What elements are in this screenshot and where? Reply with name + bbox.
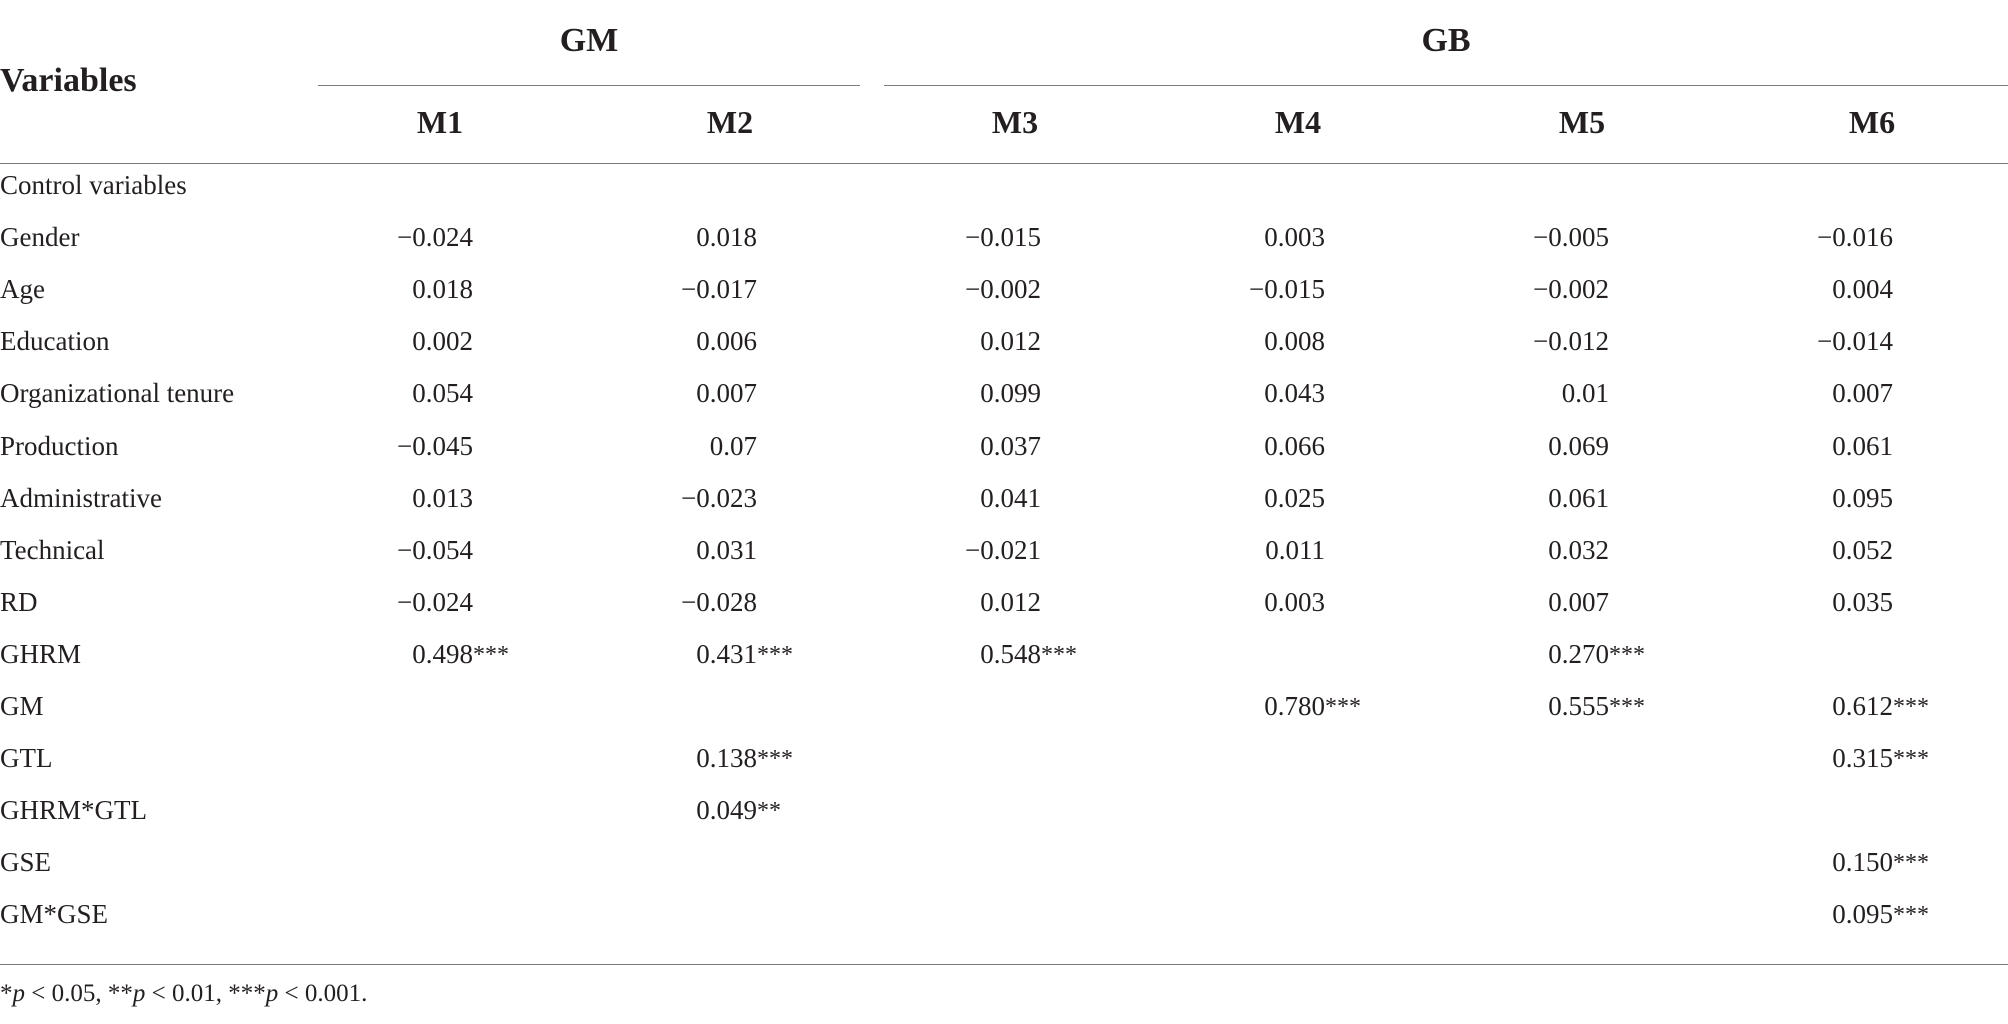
- footnote-threshold-2: < 0.01,: [145, 980, 229, 1007]
- table-cell: [412, 483, 473, 514]
- cell-value: 0.007: [696, 378, 757, 409]
- cell-value: −0.002: [965, 274, 1041, 305]
- cell-value: 0.095: [1832, 899, 1893, 930]
- table-cell: [1548, 535, 1609, 566]
- row-label: Organizational tenure: [0, 378, 235, 409]
- cell-value: 0.003: [1264, 222, 1325, 253]
- cell-value: 0.555: [1548, 691, 1609, 721]
- table-cell: [1264, 691, 1361, 722]
- cell-value: 0.150: [1832, 847, 1893, 878]
- table-cell: [1548, 587, 1609, 618]
- row-label: Control variables: [0, 170, 187, 200]
- cell-value: 0.002: [412, 326, 473, 357]
- cell-value: 0.003: [1264, 586, 1325, 617]
- table-cell: [696, 743, 793, 774]
- row-label: GSE: [0, 847, 52, 878]
- table-cell: [980, 326, 1041, 357]
- table-cell: [397, 222, 473, 253]
- significance-stars: **: [757, 798, 781, 825]
- table-cell: [696, 222, 757, 253]
- cell-value: −0.021: [965, 534, 1041, 565]
- row-label: GM*GSE: [0, 899, 109, 930]
- cell-value: 0.012: [980, 326, 1041, 357]
- table-cell: [1562, 378, 1609, 409]
- table-cell: [980, 378, 1041, 409]
- table-cell: [1249, 274, 1325, 305]
- table-cell: [1832, 274, 1893, 305]
- cell-value: −0.016: [1817, 222, 1893, 253]
- table-cell: [1832, 535, 1893, 566]
- significance-stars: ***: [757, 746, 793, 773]
- significance-stars: ***: [1325, 694, 1361, 720]
- cell-value: 0.007: [1832, 378, 1893, 409]
- table-cell: [1832, 847, 1929, 878]
- cell-value: 0.032: [1548, 534, 1609, 565]
- cell-value: 0.007: [1548, 586, 1609, 617]
- footnote-star-2: **: [107, 980, 133, 1007]
- model-header-m2: M2: [706, 104, 754, 140]
- cell-value: 0.061: [1832, 430, 1893, 461]
- row-label: Administrative: [0, 482, 162, 513]
- cell-value: −0.017: [681, 274, 757, 305]
- table-cell: [1832, 431, 1893, 462]
- cell-value: 0.054: [412, 378, 473, 409]
- row-label: GHRM*GTL: [0, 795, 147, 826]
- cell-value: 0.07: [709, 430, 757, 461]
- cell-value: −0.012: [1533, 326, 1609, 357]
- table-cell: [1533, 326, 1609, 357]
- cell-value: 0.004: [1832, 274, 1893, 305]
- significance-stars: ***: [1041, 641, 1077, 668]
- cell-value: 0.012: [980, 586, 1041, 617]
- cell-value: 0.780: [1264, 691, 1325, 721]
- cell-value: 0.013: [412, 482, 473, 513]
- model-header-m4: M4: [1274, 104, 1322, 140]
- table-cell: [1832, 899, 1929, 930]
- table-cell: [980, 431, 1041, 462]
- table-cell: [696, 535, 757, 566]
- cell-value: 0.006: [696, 326, 757, 357]
- group-rule-gm: [318, 85, 860, 86]
- cell-value: 0.035: [1832, 586, 1893, 617]
- table-cell: [681, 274, 757, 305]
- table-cell: [1264, 326, 1325, 357]
- significance-stars: ***: [1893, 850, 1929, 877]
- cell-value: 0.498: [412, 638, 473, 669]
- cell-value: −0.054: [397, 534, 473, 565]
- model-header-m5: M5: [1558, 104, 1606, 140]
- cell-value: 0.095: [1832, 482, 1893, 513]
- significance-stars: ***: [757, 641, 793, 668]
- cell-value: 0.548: [980, 638, 1041, 669]
- table-cell: [965, 222, 1041, 253]
- table-cell: [1264, 378, 1325, 409]
- table-cell: [1264, 431, 1325, 462]
- cell-value: −0.024: [397, 222, 473, 253]
- table-cell: [1548, 431, 1609, 462]
- table-cell: [1832, 691, 1929, 722]
- cell-value: 0.270: [1548, 638, 1609, 669]
- header-bottom-rule: [0, 163, 2008, 164]
- footnote-star-1: *: [0, 980, 13, 1007]
- cell-value: 0.011: [1265, 534, 1325, 565]
- table-cell: [1832, 483, 1893, 514]
- footnote-p-2: p: [132, 980, 146, 1007]
- row-label: GTL: [0, 743, 53, 774]
- table-cell: [397, 535, 473, 566]
- table-cell: [980, 639, 1077, 670]
- cell-value: −0.002: [1533, 274, 1609, 305]
- table-cell: [1817, 222, 1893, 253]
- table-cell: [412, 274, 473, 305]
- table-cell: [1832, 587, 1893, 618]
- cell-value: 0.018: [412, 274, 473, 305]
- table-cell: [980, 483, 1041, 514]
- table-cell: [412, 378, 473, 409]
- group-header-gm: GM: [559, 22, 619, 59]
- table-cell: [1548, 483, 1609, 514]
- row-label: Education: [0, 326, 110, 357]
- row-label: Age: [0, 274, 45, 305]
- significance-stars: ***: [473, 641, 509, 668]
- cell-value: 0.138: [696, 743, 757, 774]
- cell-value: −0.015: [965, 222, 1041, 253]
- cell-value: 0.099: [980, 378, 1041, 409]
- table-cell: [965, 535, 1041, 566]
- cell-value: −0.014: [1817, 326, 1893, 357]
- cell-value: 0.066: [1264, 430, 1325, 461]
- cell-value: −0.023: [681, 482, 757, 513]
- footnote-threshold-1: < 0.05,: [25, 980, 108, 1007]
- cell-value: 0.037: [980, 430, 1041, 461]
- footnote-threshold-3: < 0.001.: [278, 980, 368, 1007]
- significance-stars: ***: [1893, 694, 1929, 720]
- cell-value: 0.043: [1264, 378, 1325, 409]
- cell-value: 0.008: [1264, 326, 1325, 357]
- cell-value: 0.431: [696, 638, 757, 669]
- table-cell: [696, 378, 757, 409]
- cell-value: −0.045: [397, 430, 473, 461]
- cell-value: −0.005: [1533, 222, 1609, 253]
- table-cell: [696, 326, 757, 357]
- significance-stars: ***: [1609, 641, 1645, 668]
- table-cell: [1832, 378, 1893, 409]
- row-label: Gender: [0, 222, 80, 253]
- significance-stars: ***: [1609, 694, 1645, 720]
- table-bottom-rule: [0, 964, 2008, 965]
- footnote-p-3: p: [265, 980, 279, 1007]
- table-cell: [1817, 326, 1893, 357]
- table-cell: [412, 639, 509, 670]
- significance-stars: ***: [1893, 902, 1929, 929]
- cell-value: 0.031: [696, 534, 757, 565]
- table-cell: [710, 431, 757, 462]
- model-header-m3: M3: [991, 104, 1039, 140]
- table-cell: [397, 587, 473, 618]
- table-cell: [696, 639, 793, 670]
- table-cell: [696, 795, 781, 826]
- group-rule-gb: [884, 85, 2008, 86]
- model-header-m1: M1: [416, 104, 464, 140]
- table-cell: [1264, 587, 1325, 618]
- table-cell: [1832, 743, 1929, 774]
- table-cell: [1264, 483, 1325, 514]
- row-label: GHRM: [0, 638, 82, 669]
- model-header-m6: M6: [1848, 104, 1896, 140]
- table-cell: [1264, 222, 1325, 253]
- footnote-p-1: p: [12, 980, 25, 1007]
- table-cell: [1533, 222, 1609, 253]
- table-cell: [1548, 691, 1645, 722]
- cell-value: 0.315: [1832, 743, 1893, 774]
- table-cell: [1265, 535, 1325, 566]
- table-cell: [397, 431, 473, 462]
- cell-value: 0.061: [1548, 482, 1609, 513]
- row-label: Technical: [0, 534, 105, 565]
- table-cell: [681, 483, 757, 514]
- cell-value: 0.041: [980, 482, 1041, 513]
- cell-value: 0.025: [1264, 482, 1325, 513]
- row-label: Production: [0, 430, 119, 461]
- cell-value: 0.049: [696, 795, 757, 826]
- cell-value: 0.01: [1561, 378, 1609, 409]
- cell-value: 0.018: [696, 222, 757, 253]
- table-cell: [965, 274, 1041, 305]
- significance-stars: ***: [1893, 746, 1929, 773]
- cell-value: −0.024: [397, 586, 473, 617]
- table-cell: [412, 326, 473, 357]
- cell-value: 0.612: [1832, 691, 1893, 721]
- row-label: GM: [0, 691, 44, 721]
- cell-value: −0.015: [1249, 274, 1325, 305]
- cell-value: 0.069: [1548, 430, 1609, 461]
- table-cell: [1548, 639, 1645, 670]
- row-label: RD: [0, 586, 38, 617]
- footnote-star-3: ***: [228, 980, 266, 1007]
- cell-value: −0.028: [681, 586, 757, 617]
- table-cell: [681, 587, 757, 618]
- cell-value: 0.052: [1832, 534, 1893, 565]
- variables-header: Variables: [0, 62, 137, 99]
- table-cell: [980, 587, 1041, 618]
- significance-footnote: [0, 980, 367, 1008]
- table-cell: [1533, 274, 1609, 305]
- group-header-gb: GB: [1421, 22, 1471, 59]
